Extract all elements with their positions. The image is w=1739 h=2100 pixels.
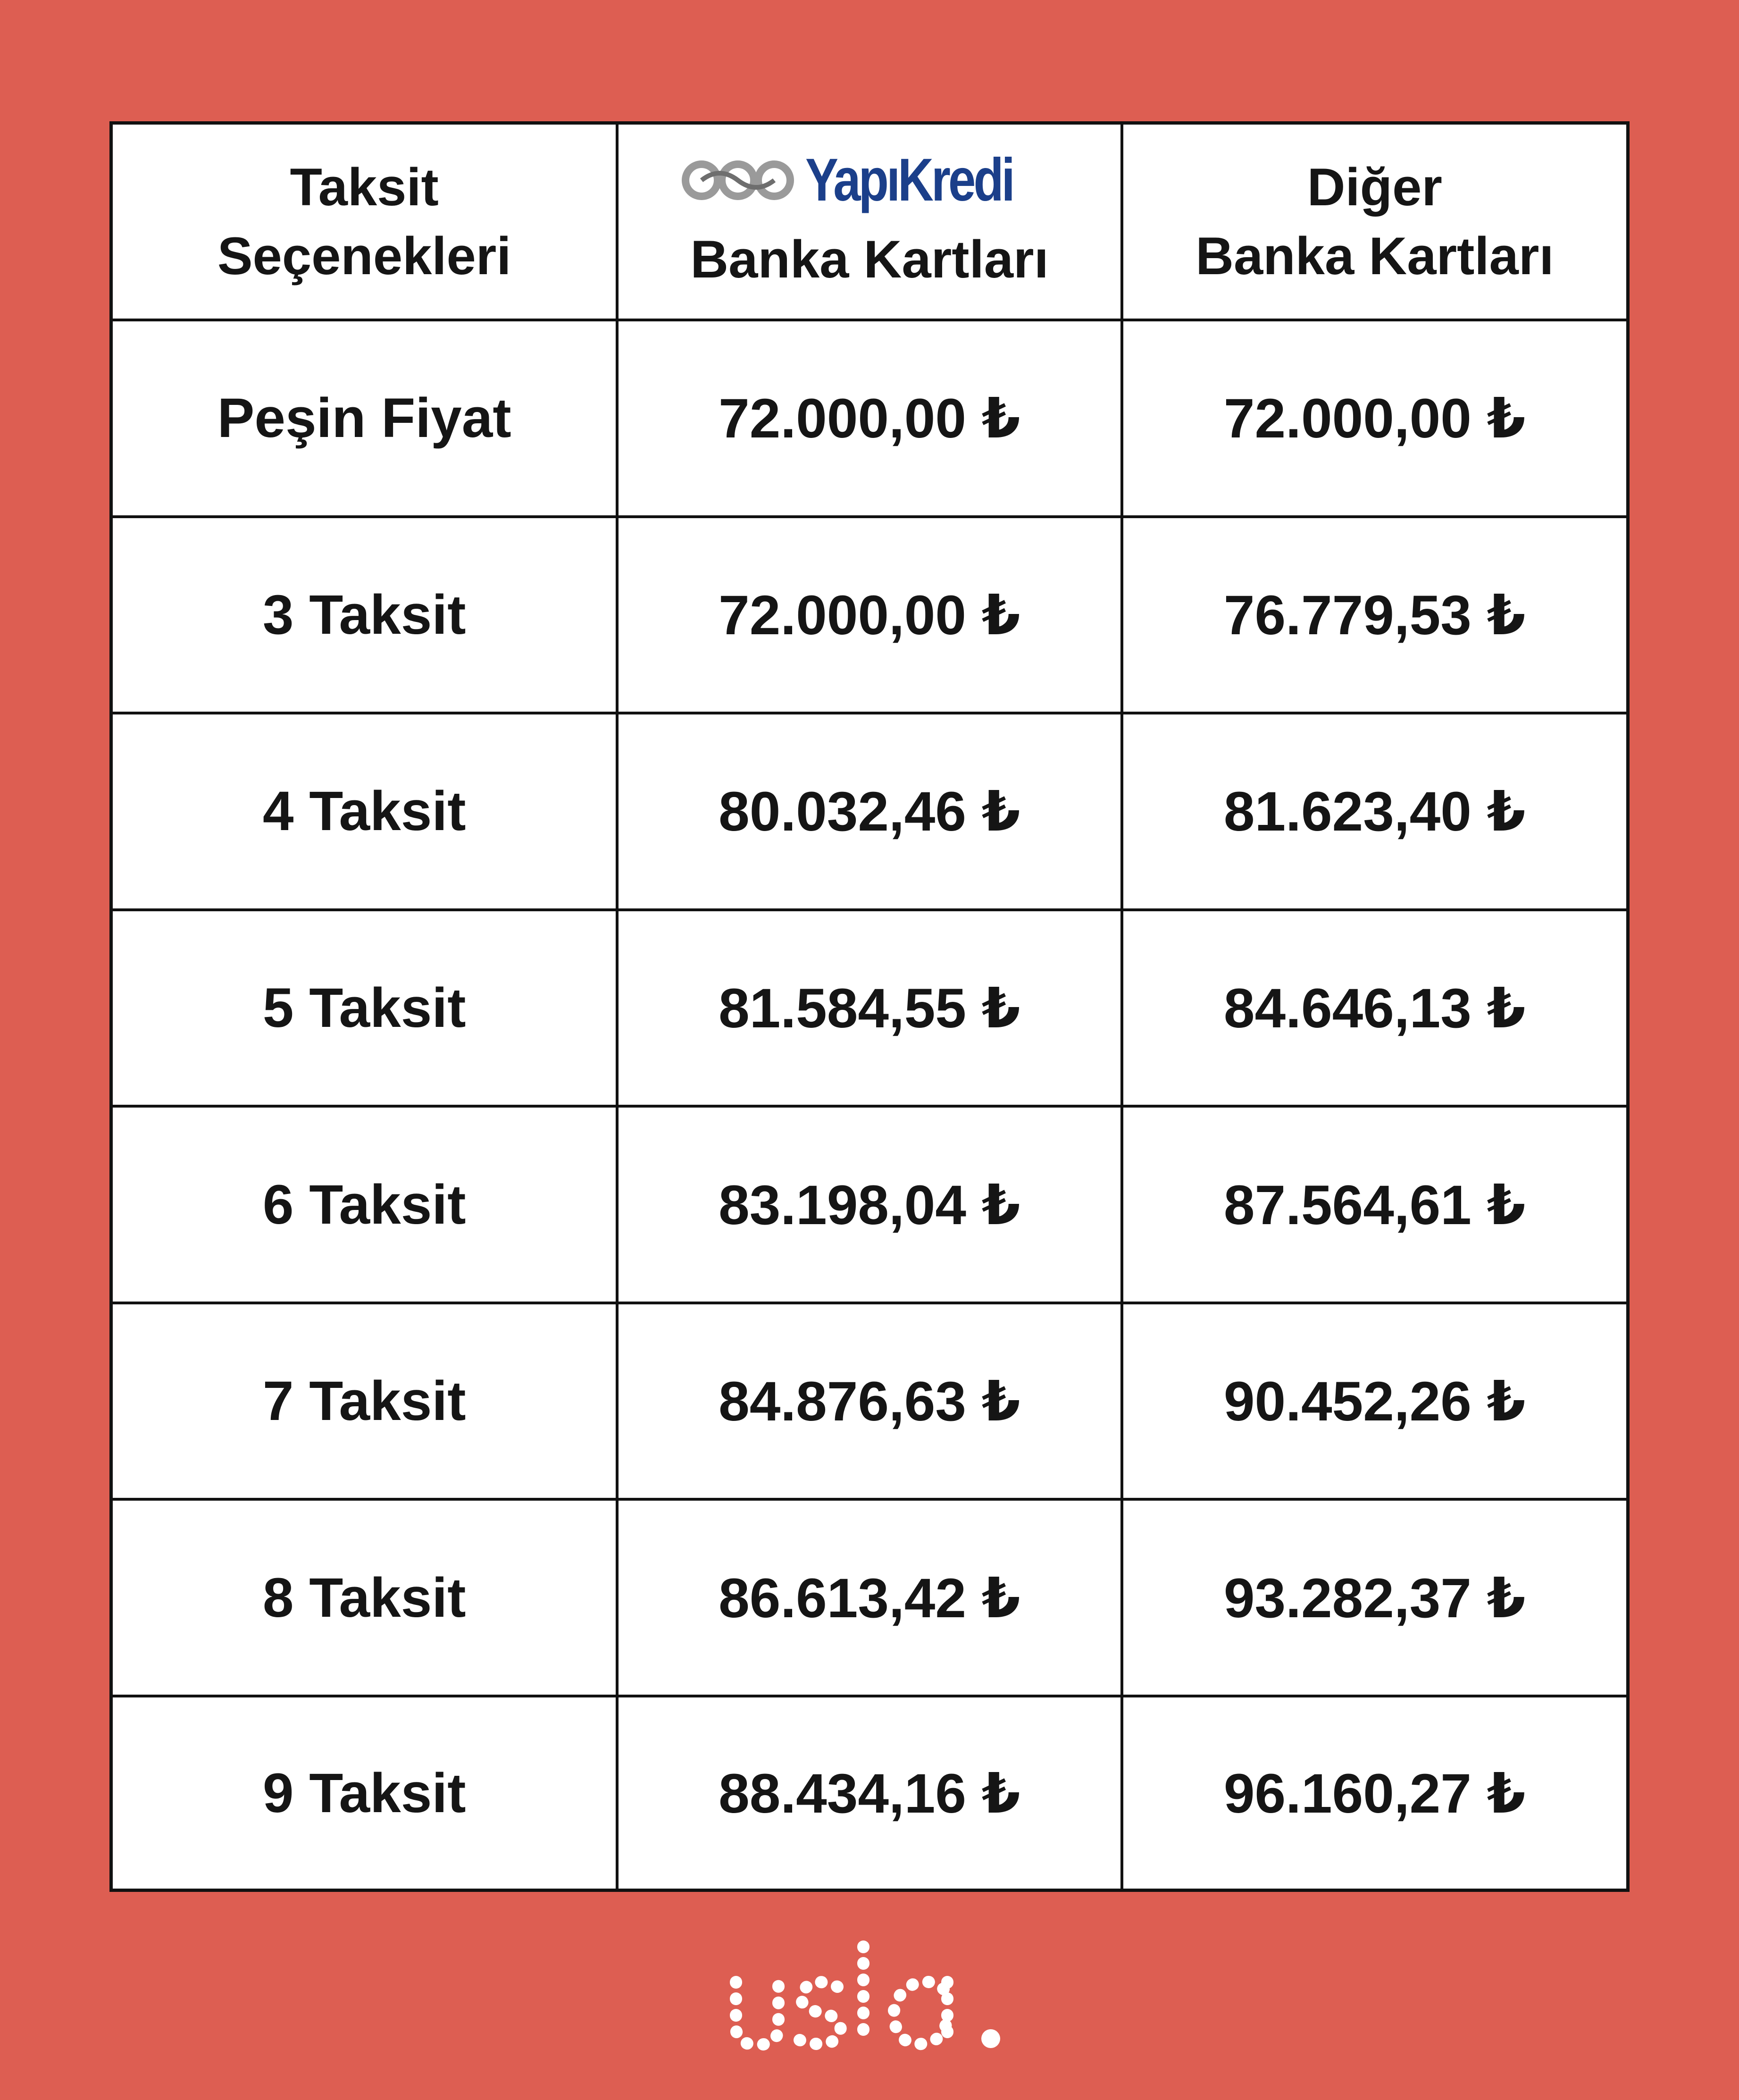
- yapikredi-brand-text: YapıKredi: [805, 146, 1013, 214]
- option-cell: Peşin Fiyat: [113, 320, 617, 517]
- table-row: [113, 320, 1626, 517]
- other-price-cell: 87.564,61 ₺: [1122, 1106, 1626, 1303]
- table-row: [113, 1106, 1626, 1303]
- header-yapikredi-cards: [617, 125, 1121, 320]
- other-price-cell: 81.623,40 ₺: [1122, 713, 1626, 910]
- table-row: [113, 1303, 1626, 1500]
- installment-table-container: [109, 121, 1630, 1892]
- yapikredi-price-cell: 72.000,00 ₺: [617, 517, 1121, 714]
- yapikredi-price-cell: 83.198,04 ₺: [617, 1106, 1121, 1303]
- option-cell: 7 Taksit: [113, 1303, 617, 1500]
- header-col2-line2: Banka Kartları: [690, 229, 1049, 289]
- other-price-cell: 76.779,53 ₺: [1122, 517, 1626, 714]
- installment-table: [113, 125, 1626, 1889]
- table-row: [113, 910, 1626, 1107]
- other-price-cell: 90.452,26 ₺: [1122, 1303, 1626, 1500]
- header-col1-line1: Taksit: [290, 157, 439, 217]
- option-cell: 4 Taksit: [113, 713, 617, 910]
- header-col1-line2: Seçenekleri: [217, 226, 511, 286]
- usla-logo-icon: [727, 1937, 1019, 2055]
- yapikredi-price-cell: 81.584,55 ₺: [617, 910, 1121, 1107]
- header-installment-options: [113, 125, 617, 320]
- yapikredi-price-cell: 72.000,00 ₺: [617, 320, 1121, 517]
- header-other-cards: [1122, 125, 1626, 320]
- table-row: [113, 517, 1626, 714]
- table-header-row: [113, 125, 1626, 320]
- option-cell: 3 Taksit: [113, 517, 617, 714]
- yapikredi-logo-icon: [679, 152, 797, 209]
- yapikredi-price-cell: 88.434,16 ₺: [617, 1696, 1121, 1889]
- table-row: [113, 1696, 1626, 1889]
- option-cell: 9 Taksit: [113, 1696, 617, 1889]
- yapikredi-price-cell: 86.613,42 ₺: [617, 1499, 1121, 1696]
- option-cell: 6 Taksit: [113, 1106, 617, 1303]
- other-price-cell: 96.160,27 ₺: [1122, 1696, 1626, 1889]
- header-col3-line1: Diğer: [1307, 157, 1442, 217]
- yapikredi-logo: [679, 146, 1060, 214]
- table-row: [113, 1499, 1626, 1696]
- option-cell: 5 Taksit: [113, 910, 617, 1107]
- header-col3-line2: Banka Kartları: [1196, 226, 1554, 286]
- yapikredi-price-cell: 80.032,46 ₺: [617, 713, 1121, 910]
- other-price-cell: 72.000,00 ₺: [1122, 320, 1626, 517]
- yapikredi-price-cell: 84.876,63 ₺: [617, 1303, 1121, 1500]
- other-price-cell: 93.282,37 ₺: [1122, 1499, 1626, 1696]
- table-row: [113, 713, 1626, 910]
- option-cell: 8 Taksit: [113, 1499, 617, 1696]
- other-price-cell: 84.646,13 ₺: [1122, 910, 1626, 1107]
